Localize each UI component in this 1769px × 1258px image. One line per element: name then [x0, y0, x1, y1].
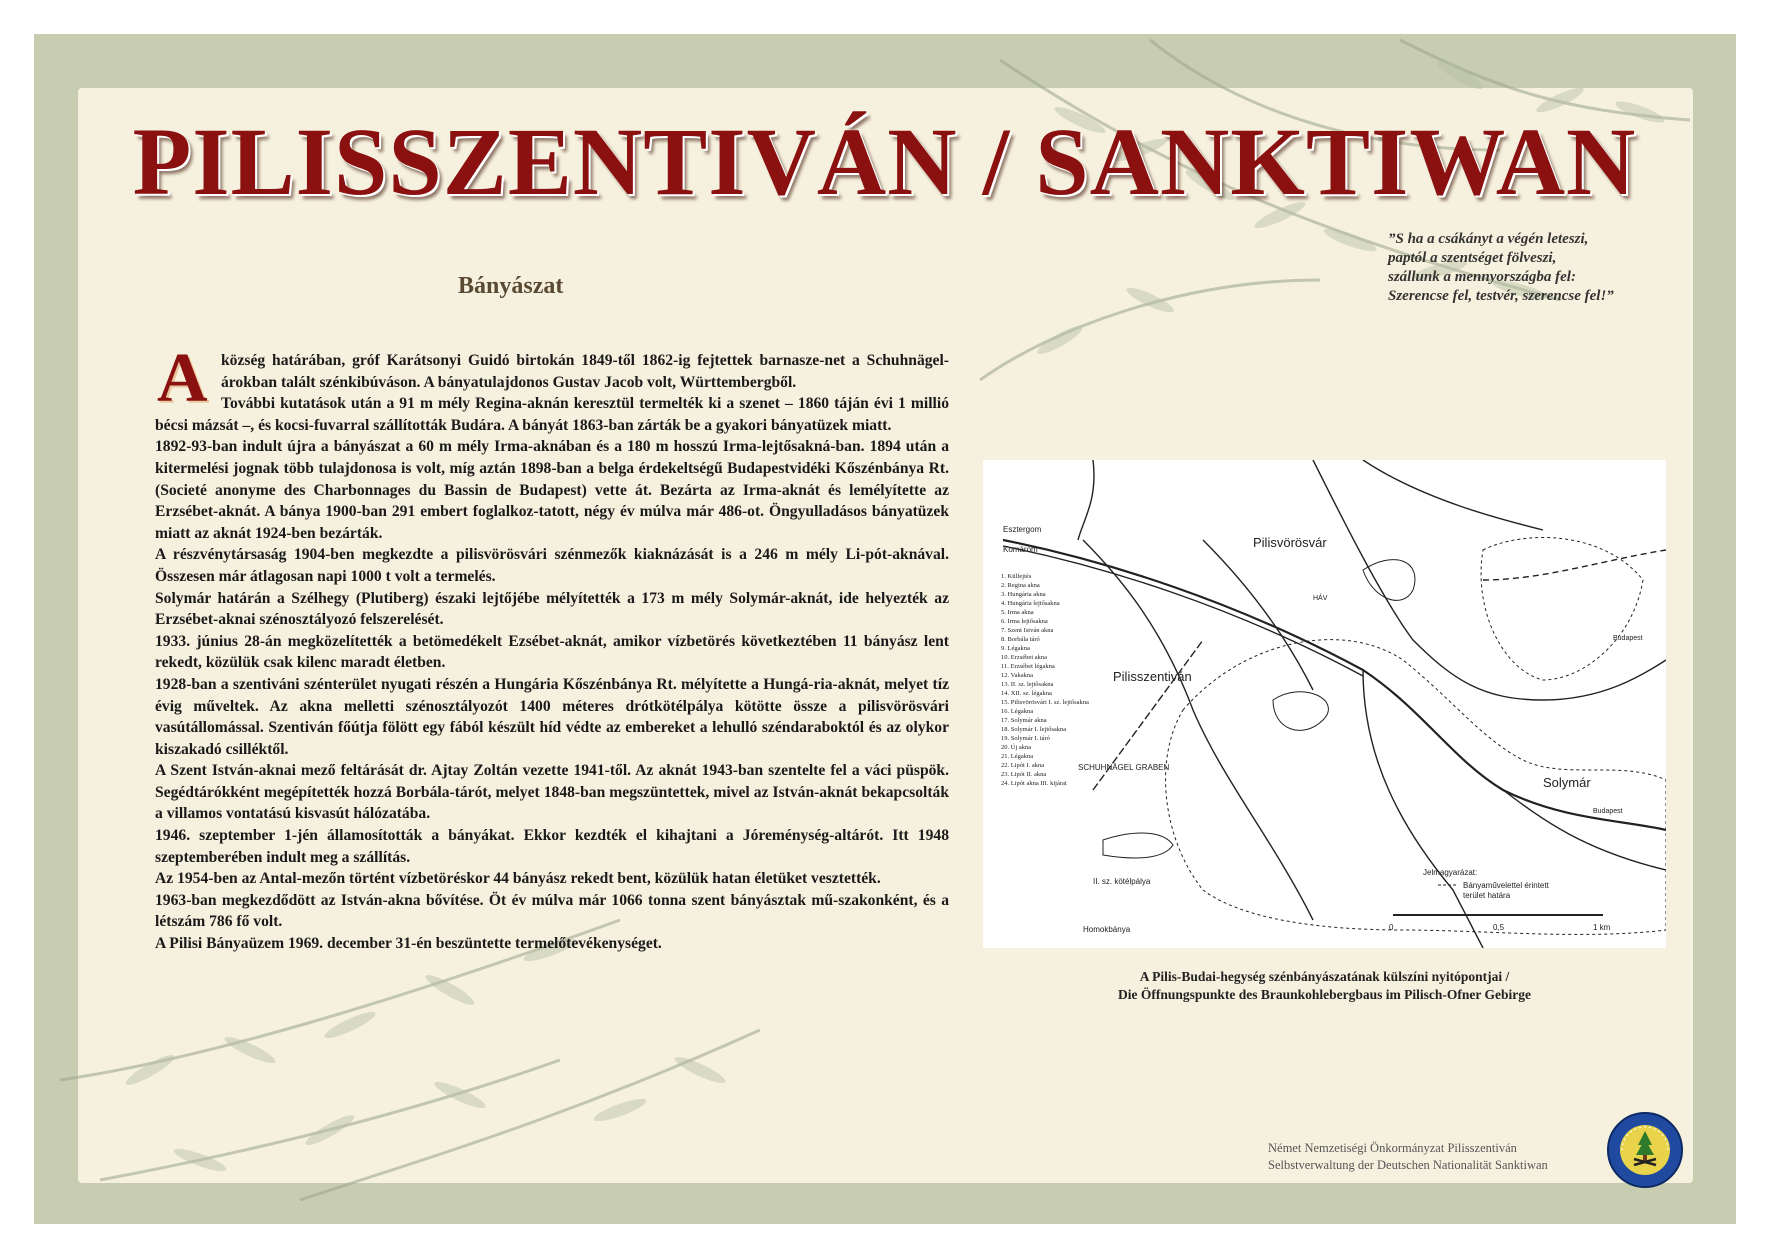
- legend-item: 20. Új akna: [1001, 744, 1032, 751]
- legend-item: 6. Irma lejtősakna: [1001, 618, 1048, 625]
- legend-item: 7. Szent István akna: [1001, 627, 1054, 634]
- map-legend: [1001, 573, 1089, 787]
- paragraph: 1928-ban a szentiváni szénterület nyugati részén a Hungária Kőszénbánya Rt. mélyítette a Hungá-ria-aknát, melyet tíz évig műveltek. Az akna melletti szénosztályozót 1400 méteres drótkötélpálya kötötte össze a pilisvörösvári vasútállomással. Szentiván főútja fölött egy fából készült híd védte az embereket a lehulló széndaraboktól és az olykor kiszakadó csilléktől.: [155, 675, 949, 758]
- legend-item: 1. Külfejtés: [1001, 573, 1032, 580]
- map-label: Homokbánya: [1083, 925, 1131, 934]
- scale-label: 0: [1389, 923, 1394, 932]
- paragraph: 1892-93-ban indult újra a bányászat a 60 m mély Irma-aknában és a 180 m hosszú Irma-lejtősakná-ban. 1894 után a kitermelési jognak több tulajdonosa is volt, míg aztán 1898-ban a belga érdekeltségű Budapestvidéki Kőszénbánya Rt. (Societé anonyme des Charbonnages du Bassin de Budapest) vette át. Bezárta az Irma-aknát és lemélyítette az Erzsébet-aknát. A bánya 1900-ban 291 embert foglalkoz-tatott, négy év múlva már 486-ot. Öngyulladásos bányatüzek miatt az aknát 1924-ben bezárták.: [155, 438, 949, 542]
- paragraph: A részvénytársaság 1904-ben megkezdte a pilisvörösvári szénmezők kiaknázását is a 246 m mély Li-pót-aknával. Összesen már átlagosan napi 1000 t volt a termelés.: [155, 546, 949, 585]
- legend-item: 4. Hungária lejtősakna: [1001, 600, 1060, 607]
- dropcap-letter: A: [157, 340, 208, 417]
- legend-item: 5. Irma akna: [1001, 609, 1034, 616]
- paragraph: 1933. június 28-án megközelítették a betömedékelt Ezsébet-aknát, amikor vízbetörés következtében 11 bányász lent rekedt, közülük csak kilenc maradt életben.: [155, 632, 949, 672]
- map-label: Esztergom: [1003, 525, 1042, 534]
- key-title: Jelmagyarázat:: [1423, 868, 1478, 877]
- map-label: Solymár: [1543, 775, 1591, 790]
- municipal-seal-icon: [1606, 1111, 1684, 1189]
- mining-map: [983, 460, 1666, 948]
- map-label: HÁV: [1313, 595, 1328, 602]
- history-text: [155, 340, 949, 955]
- motto-line: szállunk a mennyországba fel:: [1388, 269, 1576, 285]
- org-line: Selbstverwaltung der Deutschen Nationalität Sanktiwan: [1268, 1158, 1548, 1172]
- map-label: Budapest: [1593, 808, 1623, 815]
- legend-item: 14. XII. sz. légakna: [1001, 690, 1052, 697]
- paragraph-text: község határában, gróf Karátsonyi Guidó birtokán 1849-től 1862-ig fejtettek barnasze-net a Schuhnägel-árokban talált szénkibúváson. A bányatulajdonos Gustav Jacob volt, Württembergből.: [221, 352, 949, 391]
- paragraph: Solymár határán a Szélhegy (Plutiberg) északi lejtőjébe mélyítették a 173 m mély Solymár-aknát, ide helyezték az Erzsébet-aknai szénosztályozó felszerelését.: [155, 589, 949, 629]
- motto-line: ”S ha a csákányt a végén leteszi,: [1388, 231, 1589, 247]
- map-label: Pilisszentiván: [1113, 669, 1192, 684]
- legend-item: 17. Solymár akna: [1001, 717, 1047, 724]
- map-label: Budapest: [1613, 635, 1643, 642]
- legend-item: 23. Lipót II. akna: [1001, 771, 1047, 778]
- scale-label: 0,5: [1493, 923, 1505, 932]
- dropcap: [155, 340, 215, 417]
- motto-line: paptól a szentséget fölveszi,: [1388, 250, 1557, 266]
- map-caption: [983, 968, 1666, 1004]
- map-label: II. sz. kötélpálya: [1093, 877, 1151, 886]
- map-key: [1389, 868, 1611, 932]
- legend-item: 22. Lipót I. akna: [1001, 762, 1045, 769]
- paragraph: 1946. szeptember 1-jén államosították a bányákat. Ekkor kezdték el kihajtani a Jóreménység-altárót. Itt 1948 szeptemberében indult meg a szállítás.: [155, 827, 949, 866]
- miner-motto: [1388, 230, 1688, 306]
- key-text: Bányaművelettel érintett: [1463, 881, 1549, 890]
- organization-credit: [1268, 1140, 1548, 1174]
- poster-title: PILISSZENTIVÁN / SANKTIWAN: [132, 108, 1637, 215]
- map-label: SCHUHNÄGEL GRABEN: [1078, 763, 1170, 772]
- legend-item: 11. Erzsébet légakna: [1001, 663, 1055, 670]
- paragraph: A Szent István-aknai mező feltárását dr. Ajtay Zoltán vezette 1941-től. Az aknát 1943-ban szentelte fel a váci püspök. Segédtárókként megépítették hozzá Borbála-tárót, melyet 1848-ban megszüntettek, mivel az István-aknát bekapcsolták a villamos vontatású kisvasút hálózatába.: [155, 762, 949, 823]
- legend-item: 18. Solymár I. lejtősakna: [1001, 726, 1067, 733]
- paragraph: A Pilisi Bányaüzem 1969. december 31-én beszüntette termelőtevékenységet.: [155, 935, 662, 953]
- paragraph: További kutatások után a 91 m mély Regina-aknán keresztül termelték ki a szenet – 1860 táján évi 1 millió bécsi mázsát –, és kocsi-fuvarral szállították Budára. A bányát 1863-ban zárták be a gyakori bányatüzek miatt.: [155, 395, 949, 434]
- legend-item: 21. Légakna: [1001, 753, 1034, 760]
- legend-item: 16. Légakna: [1001, 708, 1034, 715]
- map-label: Komárom: [1003, 545, 1038, 554]
- caption-line: A Pilis-Budai-hegység szénbányászatának külszíni nyitópontjai /: [1139, 969, 1510, 984]
- legend-item: 15. Pilisvörösvári I. sz. lejtősakna: [1001, 699, 1089, 706]
- legend-item: 9. Légakna: [1001, 645, 1030, 652]
- legend-item: 13. II. sz. lejtősakna: [1001, 681, 1054, 688]
- map-label: Pilisvörösvár: [1253, 535, 1327, 550]
- paragraph: 1963-ban megkezdődött az István-akna bővítése. Öt év múlva már 1066 tonna szent bányásztak mű-szakonként, és a létszám 786 fő volt.: [155, 891, 949, 931]
- legend-item: 3. Hungária akna: [1001, 591, 1046, 598]
- legend-item: 8. Borbála táró: [1001, 636, 1040, 643]
- legend-item: 19. Solymár I. táró: [1001, 735, 1050, 742]
- scale-label: 1 km: [1593, 923, 1611, 932]
- map-drawing: [983, 460, 1666, 948]
- motto-line: Szerencse fel, testvér, szerencse fel!”: [1388, 288, 1614, 304]
- paragraph: Az 1954-ben az Antal-mezőn történt vízbetöréskor 44 bányász rekedt bent, közülük hatan életüket vesztették.: [155, 870, 881, 888]
- key-text: terület határa: [1463, 891, 1511, 900]
- legend-item: 12. Vakakna: [1001, 672, 1034, 679]
- legend-item: 10. Erzsébet akna: [1001, 654, 1048, 661]
- section-title: Bányászat: [458, 273, 564, 299]
- legend-item: 24. Lipót akna III. kijárat: [1001, 780, 1067, 787]
- org-line: Német Nemzetiségi Önkormányzat Pilisszentiván: [1268, 1141, 1517, 1155]
- caption-line: Die Öffnungspunkte des Braunkohlebergbaus im Pilisch-Ofner Gebirge: [1117, 987, 1532, 1002]
- legend-item: 2. Regina akna: [1001, 582, 1040, 589]
